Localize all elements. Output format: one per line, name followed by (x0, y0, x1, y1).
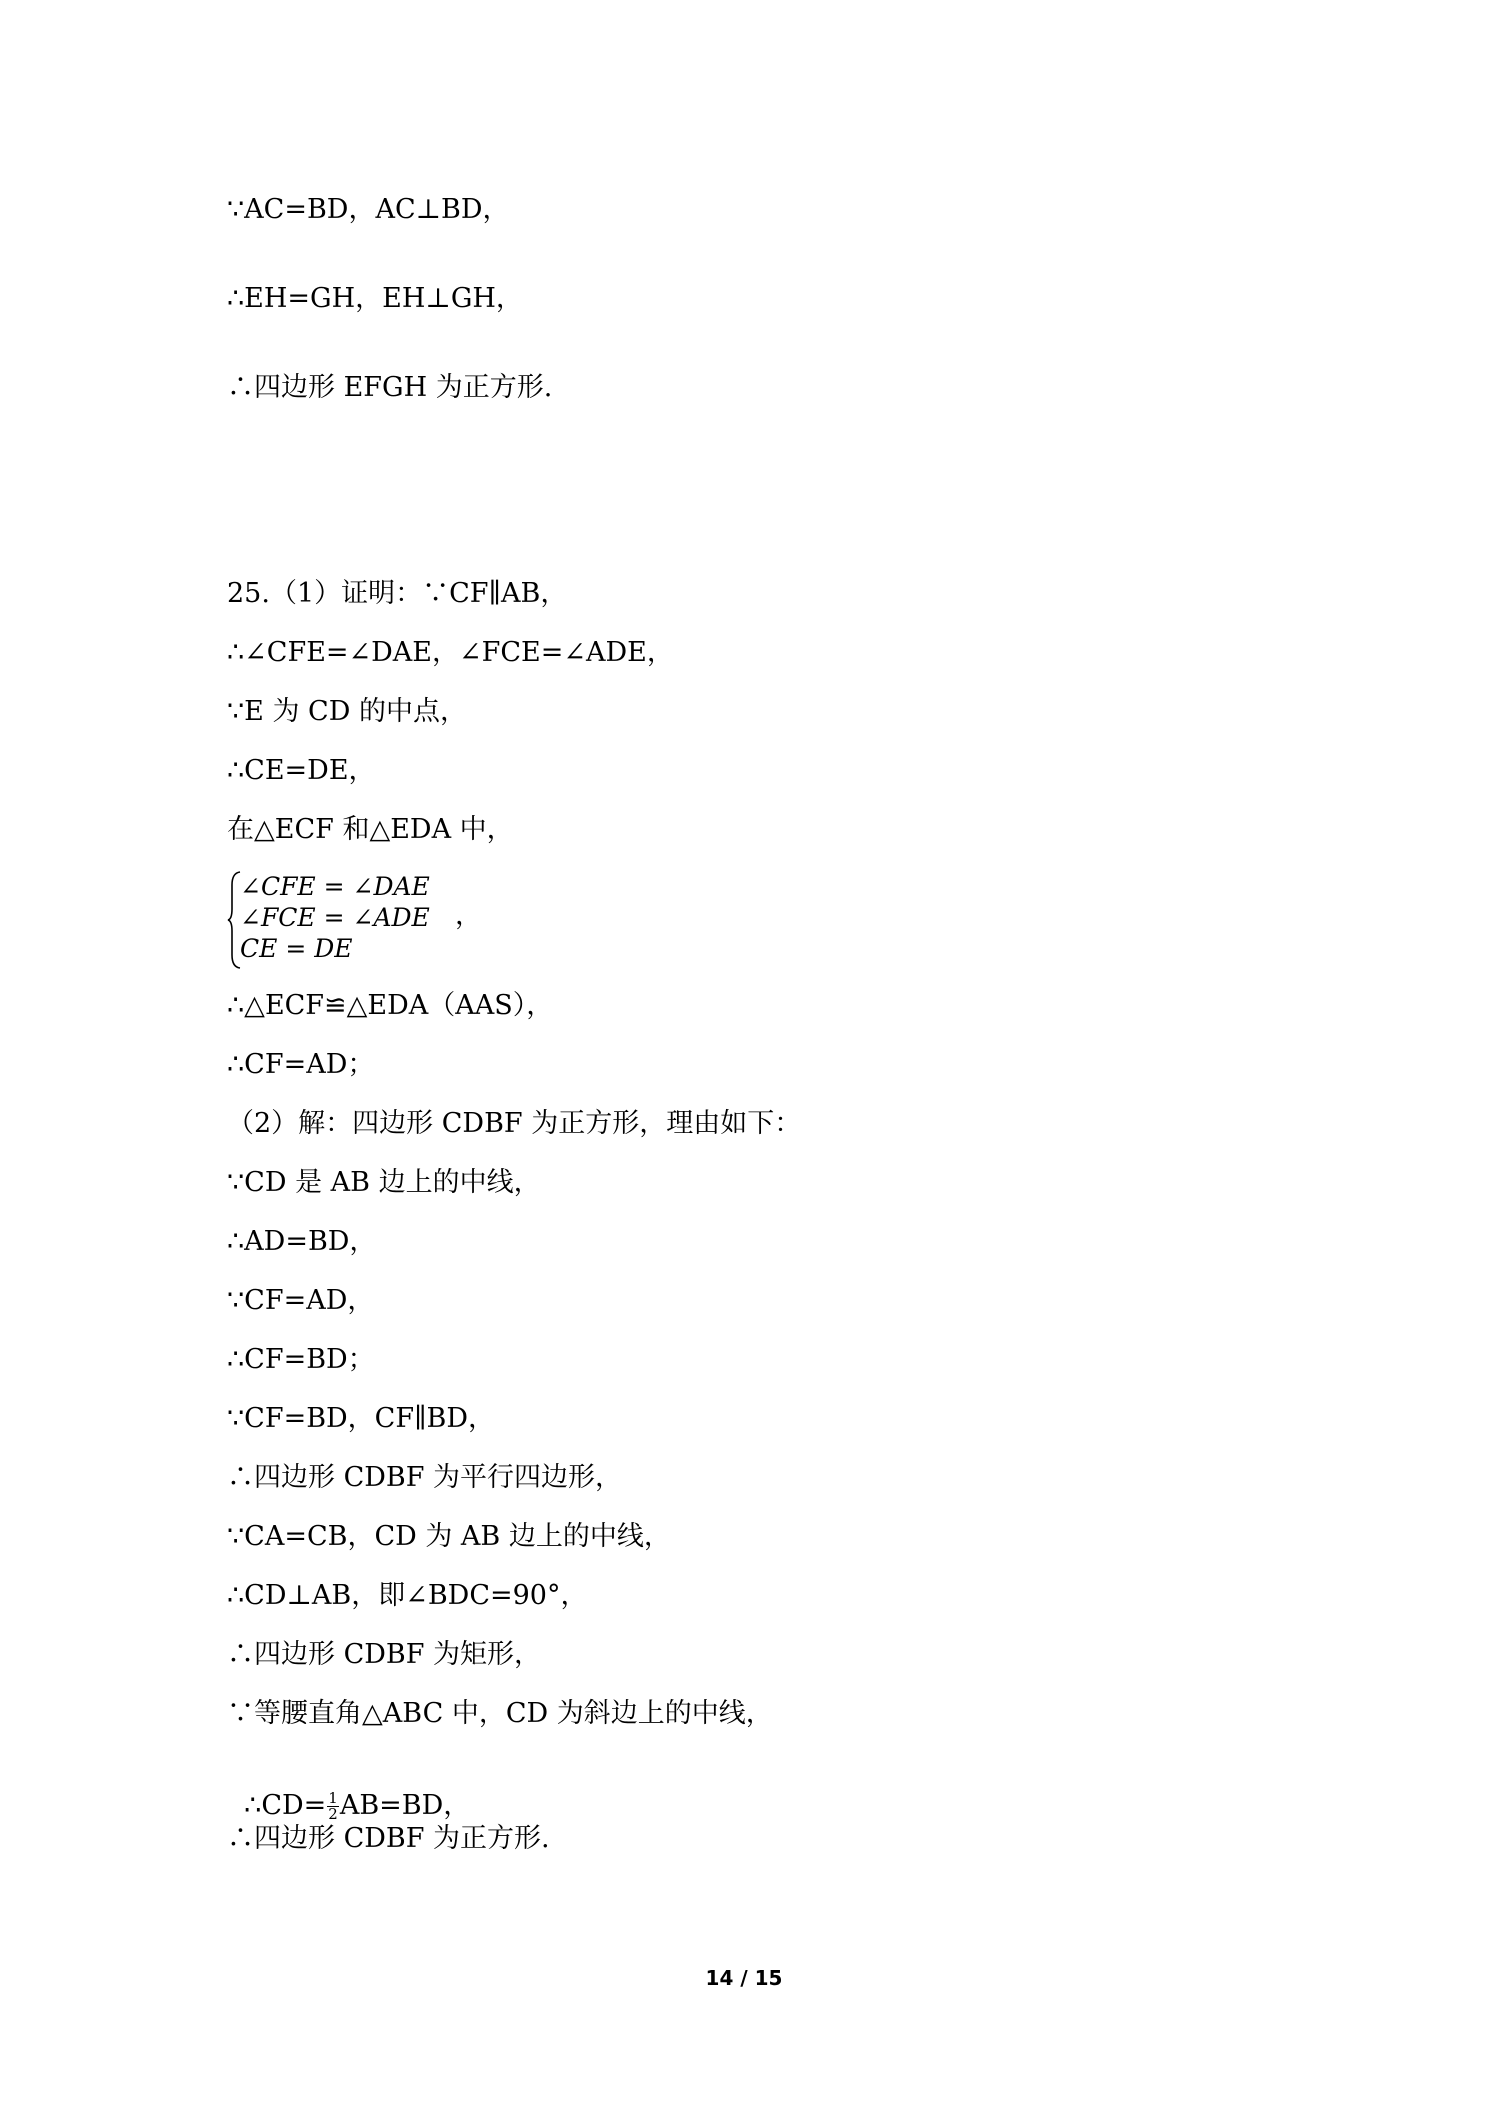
proof-line: ∵CF=BD，CF∥BD， (227, 1403, 496, 1434)
proof-line: ∴EH=GH，EH⊥GH， (227, 283, 523, 314)
proof-line: ∴四边形 CDBF 为平行四边形， (227, 1462, 623, 1493)
fraction-denominator: 2 (328, 1805, 338, 1823)
proof-line: 在△ECF 和△EDA 中， (227, 814, 514, 845)
proof-line: ∵CF=AD， (227, 1285, 375, 1316)
proof-line: ∴CF=AD； (227, 1049, 375, 1080)
proof-line: ∵AC=BD，AC⊥BD， (227, 194, 510, 225)
proof-line: ∵CD 是 AB 边上的中线， (227, 1167, 541, 1198)
part-2-header: （2）解：四边形 CDBF 为正方形，理由如下： (227, 1108, 802, 1139)
fraction-line (227, 1758, 470, 1822)
equation-line: ∠CFE = ∠DAE (240, 872, 430, 901)
proof-line: ∵E 为 CD 的中点， (227, 696, 467, 727)
question-25-header: 25.（1）证明：∵CF∥AB， (227, 578, 568, 609)
proof-line: ∴∠CFE=∠DAE，∠FCE=∠ADE， (227, 637, 674, 668)
proof-line: ∴CF=BD； (227, 1344, 375, 1375)
proof-line: ∴AD=BD， (227, 1226, 377, 1257)
equation-comma: ， (455, 900, 482, 931)
proof-line: ∴CE=DE， (227, 755, 376, 786)
equation-line: ∠FCE = ∠ADE (240, 903, 430, 932)
proof-line: ∵等腰直角△ABC 中，CD 为斜边上的中线， (227, 1698, 773, 1729)
proof-line: ∴四边形 CDBF 为矩形， (227, 1639, 542, 1670)
fraction-line-after: AB=BD， (339, 1790, 471, 1821)
page-number: 14 / 15 (705, 1966, 783, 1990)
left-brace-icon (227, 871, 241, 969)
equation-line: CE = DE (240, 934, 353, 963)
proof-line: ∴四边形 CDBF 为正方形. (227, 1823, 550, 1854)
proof-line: ∴△ECF≌△EDA（AAS）， (227, 990, 554, 1021)
proof-line: ∴四边形 EFGH 为正方形. (227, 372, 553, 403)
proof-line: ∵CA=CB，CD 为 AB 边上的中线， (227, 1521, 671, 1552)
fraction-numerator: 1 (328, 1789, 338, 1807)
fraction-line-before: ∴CD= (244, 1790, 327, 1821)
proof-line: ∴CD⊥AB，即∠BDC=90°， (227, 1580, 588, 1611)
fraction (327, 1791, 339, 1822)
